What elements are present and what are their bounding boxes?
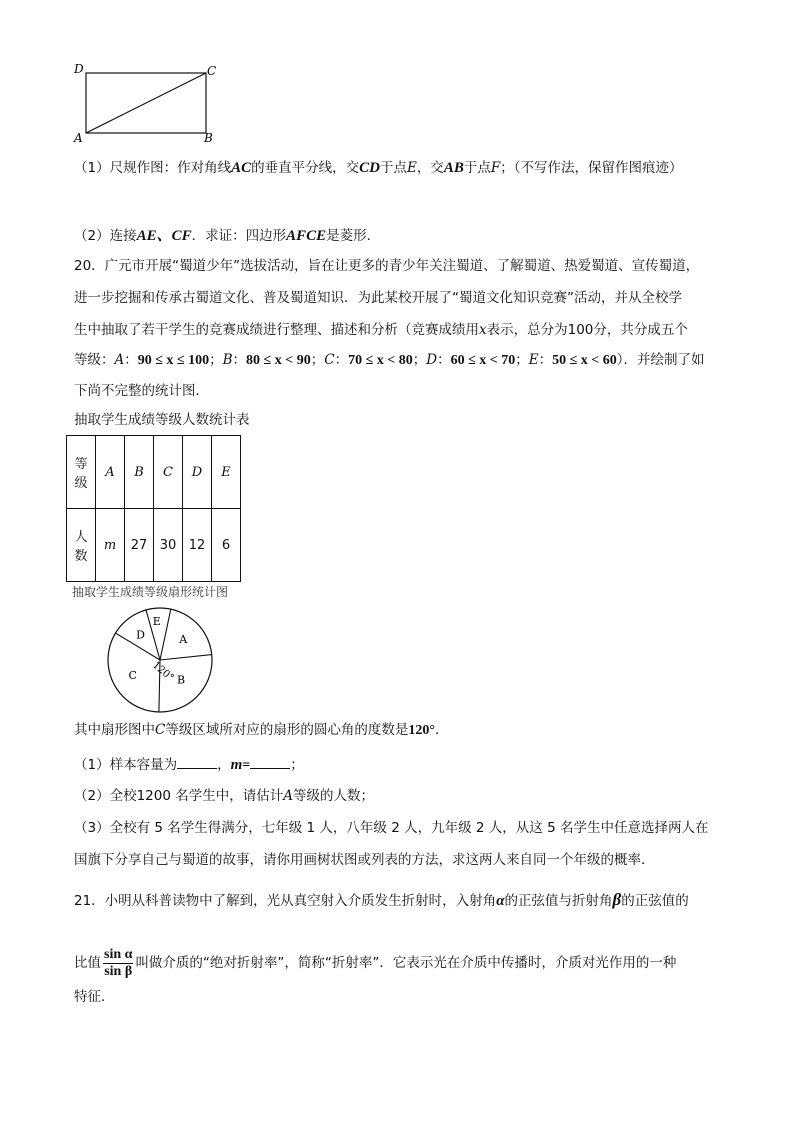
range-c: 70 ≤ x < 80 bbox=[348, 353, 413, 368]
table-header-count bbox=[67, 509, 96, 582]
q19-part1-mid1: 的垂直平分线，交 bbox=[251, 160, 360, 176]
math-ac: AC bbox=[231, 160, 252, 176]
sub2-a: （2）全校1200 名学生中，请估计 bbox=[74, 788, 284, 804]
levels-prefix: 等级： bbox=[74, 352, 115, 368]
q19-part1-mid2: 于点 bbox=[379, 160, 407, 176]
q20-note bbox=[74, 720, 448, 741]
table-cell: E bbox=[212, 436, 241, 509]
sub2-b: 等级的人数； bbox=[293, 788, 374, 804]
diagonal-ac bbox=[86, 73, 206, 133]
pie-slice-label-a: A bbox=[179, 633, 188, 647]
q20-sub3-line2: 国旗下分享自己与蜀道的故事，请你用画树状图或列表的方法，求这两人来自同一个年级的概率． bbox=[74, 852, 655, 868]
pie-title: 抽取学生成绩等级扇形统计图 bbox=[72, 585, 229, 599]
equals-sign: = bbox=[242, 758, 251, 773]
math-afce: AFCE bbox=[286, 228, 327, 244]
var-x: x bbox=[479, 322, 487, 338]
q21-line2 bbox=[74, 926, 676, 980]
note-level-c: C bbox=[155, 722, 166, 738]
fraction-numerator: sin α bbox=[104, 946, 133, 962]
note-prefix: 其中扇形图中 bbox=[74, 722, 155, 738]
sub1-mid: ， bbox=[217, 757, 231, 773]
note-angle: 120° bbox=[408, 723, 435, 738]
q20-line5: 下尚不完整的统计图． bbox=[74, 383, 209, 399]
header-char: 级 bbox=[74, 476, 88, 491]
q19-part2-mid: ．求证：四边形 bbox=[191, 228, 287, 244]
answer-blank[interactable] bbox=[250, 756, 290, 769]
header-char: 数 bbox=[74, 549, 88, 564]
fraction-denominator: sin β bbox=[104, 963, 133, 979]
stats-table bbox=[66, 435, 241, 582]
pie-slice-boundary bbox=[160, 655, 212, 660]
math-ab: AB bbox=[443, 160, 464, 176]
q20-line3-a: 生中抽取了若干学生的竞赛成绩进行整理、描述和分析（竞赛成绩用 bbox=[74, 322, 479, 338]
table-header-level bbox=[67, 436, 96, 509]
sub1-suffix: ； bbox=[290, 757, 304, 773]
note-mid: 等级区域所对应的扇形的圆心角的度数是 bbox=[165, 722, 409, 738]
q19-part1-mid3: ，交 bbox=[416, 160, 444, 176]
q21-line1-b: 的正弦值与折射角 bbox=[504, 893, 613, 909]
q21-line2-a: 比值 bbox=[74, 955, 101, 971]
table-title: 抽取学生成绩等级人数统计表 bbox=[74, 412, 250, 428]
levels-suffix: ）．并绘制了如 bbox=[616, 352, 705, 368]
table-cell: B bbox=[125, 436, 154, 509]
q19-part1 bbox=[74, 158, 682, 178]
q21-line1 bbox=[74, 890, 689, 911]
math-ae-cf: AE、CF bbox=[136, 228, 192, 244]
vertex-a-label: A bbox=[74, 131, 83, 145]
q21-line1-c: 的正弦值的 bbox=[621, 893, 689, 909]
point-e: E bbox=[406, 160, 417, 176]
q19-part1-prefix: （1）尺规作图：作对角线 bbox=[74, 160, 232, 176]
math-cd: CD bbox=[359, 160, 380, 176]
q19-part2-suffix: 是菱形． bbox=[326, 228, 381, 244]
level-a: A bbox=[114, 352, 125, 368]
pie-slice-boundary bbox=[160, 609, 171, 660]
level-d: D bbox=[426, 352, 438, 368]
sub2-level-a: A bbox=[283, 788, 293, 804]
table-row bbox=[67, 509, 241, 582]
table-cell: 12 bbox=[183, 509, 212, 582]
pie-slice-label-d: D bbox=[136, 628, 145, 642]
vertex-d-label: D bbox=[74, 62, 84, 76]
level-c: C bbox=[324, 352, 335, 368]
table-cell: D bbox=[183, 436, 212, 509]
table-row bbox=[67, 436, 241, 509]
symbol-alpha: α bbox=[496, 893, 505, 909]
symbol-beta: β bbox=[612, 890, 622, 909]
range-a: 90 ≤ x ≤ 100 bbox=[137, 353, 210, 368]
pie-slice-label-b: B bbox=[177, 673, 186, 687]
table-cell: 27 bbox=[125, 509, 154, 582]
q19-part2 bbox=[74, 226, 380, 246]
sub1-prefix: （1）样本容量为 bbox=[74, 757, 178, 773]
q20-line4: 等级：A：90 ≤ x ≤ 100；B：80 ≤ x < 90；C：70 ≤ x < 80；D：60 ≤ x < 70；E：50 ≤ x < 60）．并绘制了如 bbox=[74, 352, 705, 368]
table-cell: 6 bbox=[212, 509, 241, 582]
var-m: m bbox=[230, 757, 243, 773]
pie-chart bbox=[100, 600, 220, 720]
sine-ratio-fraction bbox=[103, 947, 133, 980]
table-cell: 30 bbox=[154, 509, 183, 582]
table-cell: C bbox=[154, 436, 183, 509]
answer-blank[interactable] bbox=[177, 756, 217, 769]
pie-slice-label-c: C bbox=[128, 669, 137, 683]
q20-line3 bbox=[74, 320, 688, 340]
q19-part1-mid4: 于点 bbox=[463, 160, 491, 176]
q20-line1: 20．广元市开展“蜀道少年”选拔活动，旨在让更多的青少年关注蜀道、了解蜀道、热爱蜀道、宣传蜀道， bbox=[74, 258, 700, 274]
range-d: 60 ≤ x < 70 bbox=[450, 353, 516, 368]
q21-line1-a: 21．小明从科普读物中了解到，光从真空射入介质发生折射时，入射角 bbox=[74, 893, 497, 909]
q19-part1-suffix: ；（不写作法，保留作图痕迹） bbox=[500, 160, 683, 176]
header-char: 人 bbox=[74, 530, 88, 545]
q20-line3-b: 表示，总分为100分，共分成五个 bbox=[486, 322, 688, 338]
rectangle-figure bbox=[70, 60, 230, 150]
q21-line3: 特征． bbox=[74, 989, 115, 1005]
range-b: 80 ≤ x < 90 bbox=[246, 353, 311, 368]
q20-sub1 bbox=[74, 755, 304, 776]
q19-part2-prefix: （2）连接 bbox=[74, 228, 137, 244]
range-e: 50 ≤ x < 60 bbox=[552, 353, 617, 368]
vertex-c-label: C bbox=[207, 64, 217, 78]
q20-line2: 进一步挖掘和传承古蜀道文化、普及蜀道知识．为此某校开展了“蜀道文化知识竞赛”活动，并从全校学 bbox=[74, 290, 682, 306]
table-cell: m bbox=[96, 509, 125, 582]
header-char: 等 bbox=[74, 457, 88, 472]
level-e: E bbox=[528, 352, 539, 368]
q20-sub3-line1: （3）全校有 5 名学生得满分，七年级 1 人，八年级 2 人，九年级 2 人，从这 5 名学生中任意选择两人在 bbox=[74, 820, 709, 836]
level-b: B bbox=[222, 352, 233, 368]
q20-sub2 bbox=[74, 786, 374, 806]
point-f: F bbox=[490, 160, 501, 176]
vertex-b-label: B bbox=[204, 131, 213, 145]
pie-angle-annotation: 120° bbox=[150, 659, 176, 684]
note-suffix: ． bbox=[434, 722, 449, 738]
pie-slice-label-e: E bbox=[152, 615, 161, 629]
table-cell: A bbox=[96, 436, 125, 509]
q21-line2-b: 叫做介质的“绝对折射率”，简称“折射率”．它表示光在介质中传播时，介质对光作用的一种 bbox=[135, 955, 677, 971]
